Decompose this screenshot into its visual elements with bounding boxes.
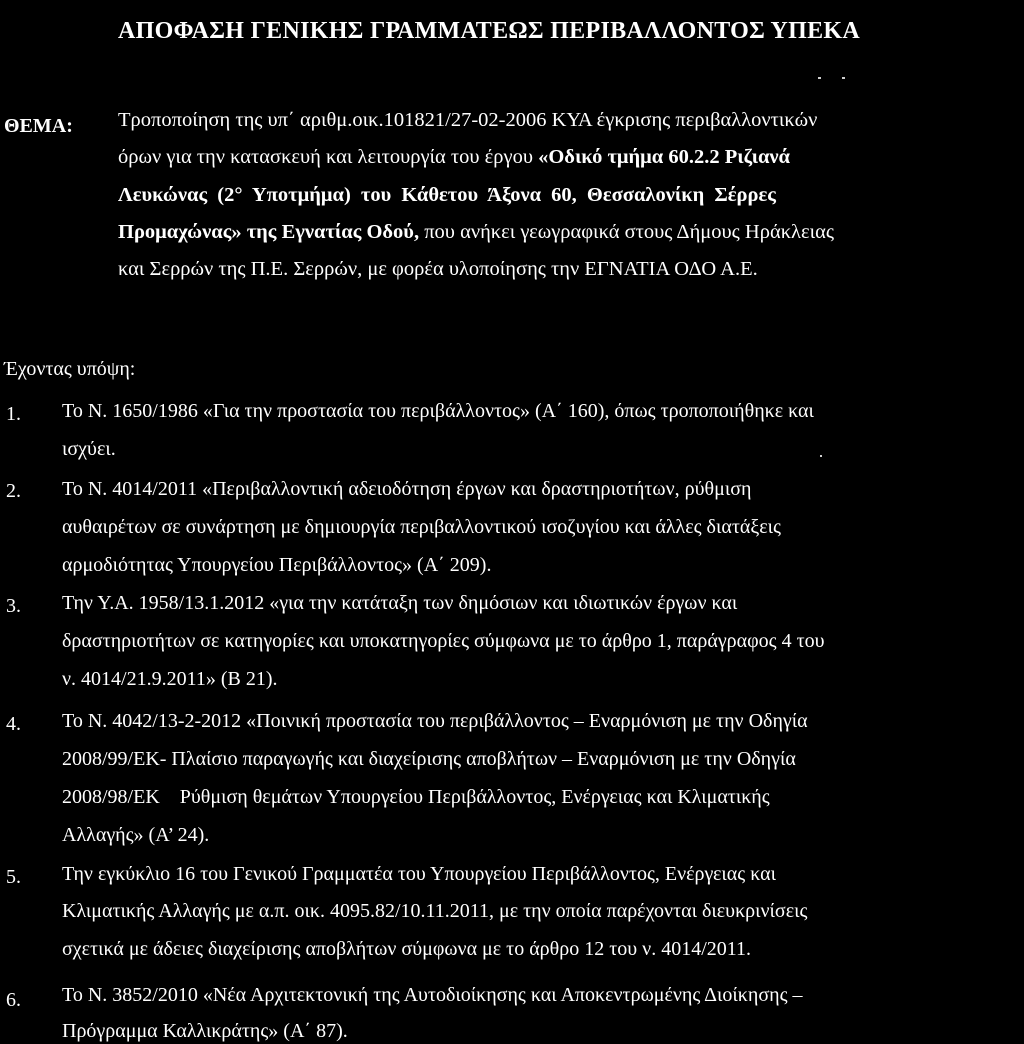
item-number: 3. [6, 595, 21, 617]
subject-line [118, 256, 758, 282]
item-line: Το Ν. 4014/2011 «Περιβαλλοντική αδειοδότηση έργων και δραστηριοτήτων, ρύθμιση [62, 478, 752, 500]
project-title: «Οδικό τμήμα 60.2.2 Ριζιανά [538, 146, 790, 168]
item-line: ν. 4014/21.9.2011» (Β 21). [62, 668, 278, 690]
item-line: δραστηριοτήτων σε κατηγορίες και υποκατηγορίες σύμφωνα με το άρθρο 1, παράγραφος 4 του [62, 630, 825, 652]
item-line: 2008/98/ΕΚ Ρύθμιση θεμάτων Υπουργείου Περιβάλλοντος, Ενέργειας και Κλιματικής [62, 786, 770, 808]
subject-line [118, 182, 776, 208]
item-line: αρμοδιότητας Υπουργείου Περιβάλλοντος» (Α΄ 209). [62, 554, 492, 576]
item-number: 1. [6, 403, 21, 425]
subject-text: που ανήκει γεωγραφικά στους Δήμους Ηράκλειας [419, 221, 834, 243]
item-line: σχετικά με άδειες διαχείρισης αποβλήτων σύμφωνα με το άρθρο 12 του ν. 4014/2011. [62, 938, 752, 960]
item-number: 6. [6, 989, 21, 1011]
item-line: Την Υ.Α. 1958/13.1.2012 «για την κατάταξη των δημόσιων και ιδιωτικών έργων και [62, 592, 738, 614]
item-line: αυθαιρέτων σε συνάρτηση με δημιουργία περιβαλλοντικού ισοζυγίου και άλλες διατάξεις [62, 516, 781, 538]
item-line: Την εγκύκλιο 16 του Γενικού Γραμματέα του Υπουργείου Περιβάλλοντος, Ενέργειας και [62, 863, 776, 885]
scan-speck [818, 77, 821, 79]
subject-text: και Σερρών της Π.Ε. Σερρών, με φορέα υλοποίησης την ΕΓΝΑΤΙΑ ΟΔΟ Α.Ε. [118, 258, 758, 280]
item-line: Το Ν. 3852/2010 «Νέα Αρχιτεκτονική της Αυτοδιοίκησης και Αποκεντρωμένης Διοίκησης – [62, 984, 803, 1006]
document-heading: ΑΠΟΦΑΣΗ ΓΕΝΙΚΗΣ ΓΡΑΜΜΑΤΕΩΣ ΠΕΡΙΒΑΛΛΟΝΤΟΣ ΥΠΕΚΑ [118, 18, 860, 44]
item-line: 2008/99/ΕΚ- Πλαίσιο παραγωγής και διαχείρισης αποβλήτων – Εναρμόνιση με την Οδηγία [62, 748, 796, 770]
item-line: Το Ν. 1650/1986 «Για την προστασία του περιβάλλοντος» (Α΄ 160), όπως τροποποιήθηκε και [62, 400, 814, 422]
subject-line [118, 219, 834, 245]
item-number: 5. [6, 866, 21, 888]
subject-text: Τροποποίηση της υπ΄ αριθμ.οικ.101821/27-02-2006 ΚΥΑ έγκρισης περιβαλλοντικών [118, 109, 818, 131]
subject-text: όρων για την κατασκευή και λειτουργία του έργου [118, 146, 539, 168]
subject-label: ΘΕΜΑ: [4, 115, 73, 137]
item-line: Το Ν. 4042/13-2-2012 «Ποινική προστασία του περιβάλλοντος – Εναρμόνιση με την Οδηγία [62, 710, 808, 732]
item-line: Πρόγραμμα Καλλικράτης» (Α΄ 87). [62, 1020, 348, 1042]
item-line: Αλλαγής» (Α’ 24). [62, 824, 210, 846]
subject-line [118, 107, 817, 133]
given-heading: Έχοντας υπόψη: [4, 358, 136, 380]
item-number: 4. [6, 713, 21, 735]
item-number: 2. [6, 480, 21, 502]
scan-speck [842, 77, 845, 79]
item-line: ισχύει. [62, 438, 116, 460]
item-line: Κλιματικής Αλλαγής με α.π. οικ. 4095.82/10.11.2011, με την οποία παρέχονται διευκρινίσεις [62, 900, 808, 922]
scan-speck [820, 455, 822, 457]
project-title: Προμαχώνας» της Εγνατίας Οδού, [118, 221, 420, 243]
project-title: Λευκώνας (2° Υποτμήμα) του Κάθετου Άξονα 60, Θεσσαλονίκη Σέρρες [118, 184, 776, 206]
subject-line [118, 144, 790, 170]
